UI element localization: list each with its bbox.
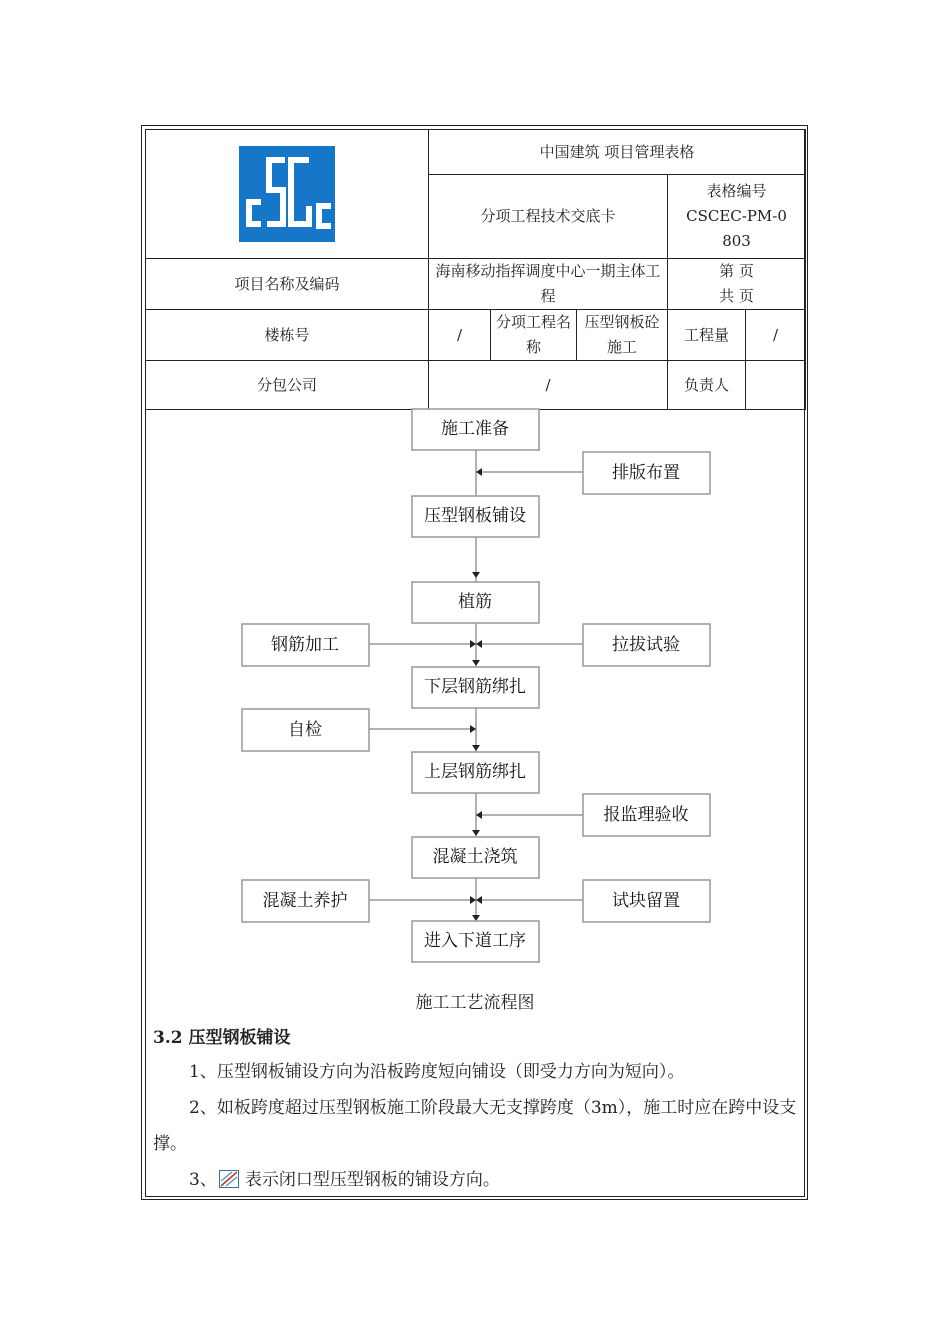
flow-step-label: 上层钢筋绑扎 (424, 762, 526, 782)
building-label: 楼栋号 (146, 310, 429, 361)
flow-step-sample-retention (583, 880, 710, 922)
flow-step-concrete-curing (242, 880, 369, 922)
item-value: 压型钢板砼施工 (577, 310, 668, 361)
flow-step-label: 混凝土养护 (262, 891, 348, 911)
flow-step-rebar-planting (412, 582, 539, 623)
item-label: 分项工程名称 (491, 310, 577, 361)
flow-step-upper-rebar (412, 752, 539, 793)
flow-step-next-process (412, 921, 539, 962)
subcontractor-label: 分包公司 (146, 361, 429, 410)
form-no: CSCEC-PM-0803 (686, 207, 787, 250)
page-no: 第 页 (719, 262, 754, 280)
paragraph-2: 2、如板跨度超过压型钢板施工阶段最大无支撑跨度（3m），施工时应在跨中设支撑。 (153, 1098, 797, 1154)
flow-step-label: 进入下道工序 (424, 931, 526, 951)
flow-step-lower-rebar (412, 667, 539, 708)
quantity-label: 工程量 (668, 310, 746, 361)
flow-step-label: 钢筋加工 (271, 635, 339, 655)
flow-step-layout-plan (583, 452, 710, 494)
flow-step-rebar-processing (242, 624, 369, 666)
company-title: 中国建筑 项目管理表格 (429, 130, 806, 175)
flow-step-label: 施工准备 (441, 419, 509, 439)
flow-step-label: 混凝土浇筑 (432, 847, 518, 867)
building-value: / (429, 310, 491, 361)
quantity-value: / (746, 310, 806, 361)
flowchart-caption: 施工工艺流程图 (415, 993, 535, 1013)
flow-step-label: 排版布置 (612, 463, 680, 483)
process-flowchart (146, 407, 804, 987)
closed-deck-direction-icon (219, 1170, 239, 1188)
flow-step-label: 自检 (288, 720, 322, 740)
flow-step-label: 植筋 (458, 592, 492, 612)
paragraph-3-prefix: 3、 (189, 1170, 217, 1190)
flow-step-label: 试块留置 (612, 891, 680, 911)
flow-step-pullout-test (583, 624, 710, 666)
flow-step-prepare (412, 409, 539, 450)
flow-step-label: 下层钢筋绑扎 (424, 677, 526, 697)
project-name: 海南移动指挥调度中心一期主体工程 (429, 259, 668, 310)
flow-step-deck-laying (412, 496, 539, 537)
paragraph-3 (153, 1162, 799, 1198)
flow-step-label: 拉拔试验 (612, 635, 680, 655)
flow-step-supervisor-check (583, 794, 710, 836)
page-total: 共 页 (719, 287, 754, 305)
flow-step-concrete-pour (412, 837, 539, 878)
doc-title: 分项工程技术交底卡 (429, 175, 668, 259)
responsible-label: 负责人 (668, 361, 746, 410)
flow-step-label: 压型钢板铺设 (424, 506, 526, 526)
flow-step-label: 报监理验收 (603, 805, 689, 825)
subcontractor-value: / (429, 361, 668, 410)
paragraph-3-text: 表示闭口型压型钢板的铺设方向。 (244, 1170, 500, 1190)
form-no-label: 表格编号 (706, 182, 767, 200)
project-label: 项目名称及编码 (146, 259, 429, 310)
paragraph-1: 1、压型钢板铺设方向为沿板跨度短向铺设（即受力方向为短向）。 (189, 1062, 685, 1082)
flow-step-self-check (242, 709, 369, 751)
section-heading: 3.2 压型钢板铺设 (153, 1028, 291, 1048)
